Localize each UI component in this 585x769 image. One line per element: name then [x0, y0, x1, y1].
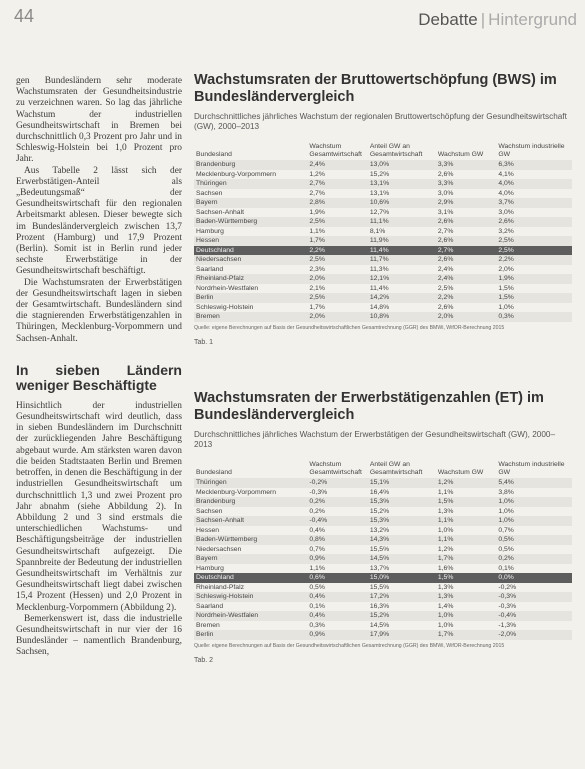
value-cell: 2,2% — [309, 246, 325, 254]
table-row — [194, 583, 572, 593]
value-cell: 0,6% — [309, 574, 325, 581]
row-label-cell: Sachsen-Anhalt — [196, 208, 244, 216]
value-cell: 4,0% — [498, 189, 514, 197]
table-row — [194, 545, 572, 555]
value-cell: 15,5% — [369, 583, 390, 591]
value-cell: -0,2% — [309, 479, 328, 486]
value-cell: 1,5% — [498, 294, 514, 301]
table-row — [194, 303, 572, 313]
section-subtitle: Hintergrund — [488, 10, 577, 29]
table-2 — [194, 460, 572, 640]
table-row — [194, 516, 572, 526]
value-cell: 12,1% — [369, 275, 390, 282]
value-cell: -0,4% — [498, 612, 517, 619]
table-2-block — [194, 390, 572, 664]
value-cell: 0,4% — [309, 612, 325, 619]
value-cell: 6,3% — [498, 161, 514, 168]
value-cell: 0,2% — [498, 555, 514, 562]
column-header: Wachstum industrielle GW — [498, 461, 565, 476]
value-cell: 2,7% — [309, 189, 325, 197]
table-row — [194, 208, 572, 218]
row-label-cell: Hessen — [196, 526, 220, 534]
column-header: Anteil GW an Gesamtwirtschaft — [369, 143, 423, 158]
value-cell: 3,0% — [437, 189, 454, 197]
value-cell: 17,2% — [369, 593, 390, 600]
table-row — [194, 535, 572, 545]
value-cell: 15,3% — [369, 517, 390, 524]
row-label-cell: Sachsen — [196, 507, 223, 515]
table-1-title: Wachstumsraten der Bruttowertschöpfung (BWS) im Bundesländervergleich — [194, 72, 557, 105]
table-row — [194, 526, 572, 536]
value-cell: 2,6% — [437, 303, 454, 311]
value-cell: 2,2% — [437, 294, 454, 301]
value-cell: 5,4% — [498, 479, 514, 486]
value-cell: 2,6% — [437, 218, 454, 225]
value-cell: 11,1% — [369, 218, 389, 225]
row-label-cell: Sachsen — [196, 189, 223, 197]
value-cell: 1,0% — [437, 612, 454, 619]
value-cell: 0,0% — [498, 574, 514, 581]
value-cell: 13,1% — [369, 180, 390, 187]
row-label-cell: Bremen — [196, 621, 220, 629]
value-cell: 1,0% — [437, 621, 454, 629]
table-1-block — [194, 72, 572, 346]
value-cell: 0,5% — [309, 583, 325, 591]
table-row — [194, 236, 572, 246]
value-cell: 3,8% — [498, 488, 514, 496]
value-cell: 1,1% — [437, 517, 454, 524]
row-label-cell: Baden-Württemberg — [196, 218, 258, 225]
value-cell: 2,0% — [309, 313, 325, 320]
value-cell: 8,1% — [369, 227, 386, 235]
value-cell: 15,3% — [369, 498, 390, 505]
table-row — [194, 478, 572, 488]
value-cell: 12,7% — [369, 208, 390, 216]
table-row — [194, 179, 572, 189]
value-cell: 1,5% — [437, 574, 454, 581]
value-cell: 1,3% — [437, 593, 454, 600]
value-cell: 2,5% — [498, 246, 514, 254]
row-label-cell: Niedersachsen — [196, 256, 242, 263]
value-cell: -0,3% — [498, 602, 517, 610]
value-cell: 0,3% — [498, 313, 514, 320]
value-cell: 1,7% — [437, 631, 454, 638]
row-label-cell: Berlin — [196, 631, 214, 638]
table-row — [194, 198, 572, 208]
value-cell: 0,3% — [309, 621, 325, 629]
value-cell: 3,3% — [437, 161, 454, 168]
row-label-cell: Mecklenburg-Vorpommern — [196, 170, 277, 178]
value-cell: 15,0% — [369, 574, 390, 581]
value-cell: 0,2% — [309, 507, 325, 515]
table-row — [194, 573, 572, 583]
row-label-cell: Rheinland-Pfalz — [196, 583, 244, 591]
table-row — [194, 497, 572, 507]
value-cell: 3,3% — [437, 180, 454, 187]
value-cell: -0,2% — [498, 583, 517, 591]
table-row — [194, 602, 572, 612]
table-row — [194, 255, 572, 265]
value-cell: 14,3% — [369, 536, 390, 543]
paragraph: Aus Tabelle 2 lässt sich der Erwerbstätigen-Anteil als „Bedeutungsmaß“ der Gesundheitswirtschaft für den regionalen Arbeitsmarkt ablesen. Dieser bewegte sich im Bundesländervergleich zwischen 13,7 Prozent (Hamburg) und 17,9 Prozent (Berlin). Somit ist in Berlin rund jeder sechste Erwerbstätige in der Gesundheitswirtschaft beschäftigt. — [16, 165, 182, 277]
column-header: Wachstum GW — [437, 151, 484, 158]
row-label-cell: Brandenburg — [196, 161, 236, 168]
value-cell: 2,0% — [309, 275, 325, 282]
section-header — [418, 10, 577, 30]
table-1-source-note: Quelle: eigene Berechnungen auf Basis der Gesundheitswirtschaftlichen Gesamtrechnung (GGR) des BMWi, WifOR-Berechnung 2015 — [194, 324, 505, 331]
table-row — [194, 217, 572, 227]
row-label-cell: Saarland — [196, 265, 224, 273]
value-cell: 2,9% — [437, 199, 454, 206]
row-label-cell: Brandenburg — [196, 498, 236, 505]
value-cell: 1,0% — [498, 517, 514, 524]
value-cell: 2,4% — [437, 265, 454, 273]
row-label-cell: Deutschland — [196, 246, 234, 254]
value-cell: 4,1% — [498, 170, 514, 178]
section-title: Debatte — [418, 10, 478, 29]
row-label-cell: Rheinland-Pfalz — [196, 275, 244, 282]
table-2-source-note: Quelle: eigene Berechnungen auf Basis der Gesundheitswirtschaftlichen Gesamtrechnung (GGR) des BMWi, WifOR-Berechnung 2015 — [194, 642, 505, 649]
value-cell: 1,1% — [309, 227, 325, 235]
paragraph: Die Wachstumsraten der Erwerbstätigen der Gesundheitswirtschaft lagen in sieben der Gesamtwirtschaft. Bundesländern sind die stagnierenden Erwerbstätigenzahlen in Thüringen, Mecklenburg-Vorpommern und Sachsen-Anhalt. — [16, 277, 182, 344]
table-1 — [194, 142, 572, 322]
row-label-cell: Berlin — [196, 294, 214, 301]
value-cell: 16,3% — [369, 602, 390, 610]
value-cell: 4,0% — [498, 180, 514, 187]
value-cell: 1,0% — [498, 498, 514, 505]
paragraph: Bemerkenswert ist, dass die industrielle Gesundheitswirtschaft in nur vier der 16 Bundesländer – namentlich Brandenburg, Sachsen, — [16, 613, 182, 658]
value-cell: 0,4% — [309, 593, 325, 600]
table-row — [194, 564, 572, 574]
value-cell: 1,3% — [437, 507, 454, 515]
column-header: Wachstum Gesamtwirtschaft — [309, 143, 362, 158]
row-label-cell: Baden-Württemberg — [196, 536, 258, 543]
table-2-title: Wachstumsraten der Erwerbstätigenzahlen (ET) im Bundesländervergleich — [194, 390, 544, 423]
value-cell: 2,5% — [309, 294, 325, 301]
row-label-cell: Mecklenburg-Vorpommern — [196, 488, 277, 496]
value-cell: 2,8% — [309, 199, 325, 206]
column-header: Bundesland — [196, 151, 232, 158]
table-row — [194, 246, 572, 256]
value-cell: 3,1% — [437, 208, 454, 216]
table-row — [194, 227, 572, 237]
value-cell: 2,5% — [498, 237, 514, 244]
table-2-subtitle: Durchschnittliches jährliches Wachstum der Erwerbstätigen der Gesundheitswirtschaft (GW), 2000–2013 — [194, 430, 556, 449]
table-row — [194, 265, 572, 275]
value-cell: 2,5% — [309, 218, 325, 225]
value-cell: 1,7% — [437, 555, 454, 562]
value-cell: 1,6% — [437, 564, 454, 572]
value-cell: 2,2% — [498, 256, 514, 263]
value-cell: 1,5% — [498, 284, 514, 292]
value-cell: 2,5% — [309, 256, 325, 263]
value-cell: 1,2% — [437, 479, 454, 486]
value-cell: 11,3% — [369, 265, 389, 273]
value-cell: 15,2% — [369, 507, 390, 515]
value-cell: 1,9% — [498, 275, 514, 282]
value-cell: 14,8% — [369, 303, 390, 311]
row-label-cell: Deutschland — [196, 574, 234, 581]
row-label-cell: Hamburg — [196, 564, 224, 572]
row-label-cell: Nordrhein-Westfalen — [196, 612, 259, 619]
row-label-cell: Nordrhein-Westfalen — [196, 284, 259, 292]
table-row — [194, 507, 572, 517]
value-cell: -0,4% — [309, 517, 328, 524]
table-row — [194, 554, 572, 564]
value-cell: 14,2% — [369, 294, 390, 301]
value-cell: 2,4% — [309, 161, 325, 168]
row-label-cell: Sachsen-Anhalt — [196, 517, 244, 524]
value-cell: 1,1% — [437, 488, 454, 496]
value-cell: 0,7% — [309, 545, 325, 553]
value-cell: 1,0% — [437, 526, 454, 534]
column-header: Wachstum industrielle GW — [498, 143, 565, 158]
row-label-cell: Hamburg — [196, 227, 224, 235]
value-cell: 15,1% — [369, 479, 390, 486]
column-header: Anteil GW an Gesamtwirtschaft — [369, 461, 423, 476]
table-header-row — [194, 460, 572, 478]
table-row — [194, 630, 572, 640]
row-label-cell: Schleswig-Holstein — [196, 593, 254, 600]
value-cell: 2,4% — [437, 275, 454, 282]
table-row — [194, 189, 572, 199]
table-1-subtitle: Durchschnittliches jährliches Wachstum der regionalen Bruttowertschöpfung der Gesundheitswirtschaft (GW), 2000–2013 — [194, 112, 567, 131]
row-label-cell: Thüringen — [196, 479, 227, 486]
left-text-column — [16, 76, 182, 659]
value-cell: 15,2% — [369, 612, 390, 619]
value-cell: 0,9% — [309, 631, 325, 638]
value-cell: 0,1% — [498, 564, 514, 572]
column-header: Wachstum Gesamtwirtschaft — [309, 461, 362, 476]
value-cell: 11,9% — [369, 237, 389, 244]
table-2-label: Tab. 2 — [194, 656, 214, 664]
table-row — [194, 284, 572, 294]
value-cell: 3,7% — [498, 199, 514, 206]
row-label-cell: Niedersachsen — [196, 545, 242, 553]
value-cell: 1,7% — [309, 237, 325, 244]
paragraph: gen Bundesländern sehr moderate Wachstumsraten der Gesundheitsindustrie zu verzeichnen waren. So lag das jährliche Wachstum der industriellen Gesundheitswirtschaft in Bremen bei durchschnittlich 0,3 Prozent pro Jahr und in Schleswig-Holstein bei 1,0 Prozent pro Jahr. — [16, 76, 182, 165]
table-header-row — [194, 142, 572, 160]
value-cell: 2,6% — [437, 256, 454, 263]
value-cell: 14,5% — [369, 621, 390, 629]
value-cell: 13,7% — [369, 564, 390, 572]
value-cell: 2,6% — [498, 218, 514, 225]
value-cell: 13,2% — [369, 526, 390, 534]
table-row — [194, 274, 572, 284]
table-row — [194, 170, 572, 180]
value-cell: 1,4% — [437, 602, 454, 610]
value-cell: 3,0% — [498, 208, 514, 216]
value-cell: 16,4% — [369, 488, 390, 496]
value-cell: 11,7% — [369, 256, 389, 263]
table-row — [194, 488, 572, 498]
value-cell: 2,3% — [309, 265, 325, 273]
column-header: Bundesland — [196, 469, 232, 476]
table-row — [194, 312, 572, 322]
value-cell: 2,0% — [498, 265, 514, 273]
value-cell: 2,6% — [437, 237, 454, 244]
value-cell: 2,7% — [437, 227, 454, 235]
paragraph: Hinsichtlich der industriellen Gesundheitswirtschaft wird deutlich, dass in sieben Bundesländern im Durchschnitt der zurückliegenden Jahre Beschäftigung abgebaut wurde. Am stärksten waren davon die beiden Stadtstaaten Berlin und Bremen betroffen, in denen die Beschäftigung in der industriellen Gesundheitswirtschaft um durchschnittlich 1,3 und zwei Prozent pro Jahr abnahm (siehe Abbildung 2). In Abbildung 2 und 3 sind erstmals die unterschiedlichen Wachstums- und Beschäftigungsbeiträge der industriellen Gesundheitswirtschaft aufgezeigt. Die Spannbreite der Bedeutung der industriellen Gesundheitswirtschaft im Verhältnis zur Gesundheitswirtschaft liegt dabei zwischen 15,4 Prozent (Hessen) und 2,0 Prozent in Mecklenburg-Vorpommern (Abbildung 2). — [16, 400, 182, 613]
page-number: 44 — [14, 6, 35, 26]
value-cell: 1,0% — [498, 507, 514, 515]
table-row — [194, 621, 572, 631]
table-row — [194, 293, 572, 303]
value-cell: 1,1% — [437, 536, 454, 543]
value-cell: 0,2% — [309, 498, 325, 505]
value-cell: 13,0% — [369, 161, 390, 168]
value-cell: 0,5% — [498, 545, 514, 553]
value-cell: 1,1% — [309, 564, 325, 572]
table-row — [194, 592, 572, 602]
value-cell: 2,6% — [437, 170, 454, 178]
value-cell: 0,5% — [498, 536, 514, 543]
section-heading: In sieben Ländern weniger Beschäftigte — [16, 361, 182, 393]
value-cell: 1,7% — [309, 303, 325, 311]
row-label-cell: Bremen — [196, 313, 220, 320]
row-label-cell: Hessen — [196, 237, 220, 244]
row-label-cell: Thüringen — [196, 180, 227, 187]
value-cell: 10,8% — [369, 313, 390, 320]
value-cell: 14,5% — [369, 555, 390, 562]
row-label-cell: Saarland — [196, 602, 224, 610]
value-cell: 13,1% — [369, 189, 390, 197]
value-cell: -2,0% — [498, 631, 517, 638]
value-cell: 2,7% — [309, 180, 325, 187]
row-label-cell: Bayern — [196, 555, 218, 562]
value-cell: 0,4% — [309, 526, 325, 534]
column-header: Wachstum GW — [437, 469, 484, 476]
value-cell: 3,2% — [498, 227, 514, 235]
value-cell: 17,9% — [369, 631, 390, 638]
value-cell: 2,5% — [437, 284, 454, 292]
table-row — [194, 160, 572, 170]
value-cell: -0,3% — [498, 593, 517, 600]
value-cell: 0,8% — [309, 536, 325, 543]
row-label-cell: Bayern — [196, 199, 218, 206]
value-cell: 0,9% — [309, 555, 325, 562]
value-cell: 1,5% — [437, 498, 454, 505]
value-cell: 1,2% — [309, 170, 325, 178]
value-cell: -1,3% — [498, 621, 517, 629]
table-1-label: Tab. 1 — [194, 338, 214, 346]
row-label-cell: Schleswig-Holstein — [196, 303, 254, 311]
value-cell: 0,1% — [309, 602, 325, 610]
value-cell: 2,1% — [309, 284, 325, 292]
value-cell: 15,2% — [369, 170, 390, 178]
value-cell: 15,5% — [369, 545, 390, 553]
value-cell: 10,6% — [369, 199, 390, 206]
table-row — [194, 611, 572, 621]
value-cell: 11,4% — [369, 246, 389, 254]
value-cell: 0,7% — [498, 526, 514, 534]
value-cell: -0,3% — [309, 488, 328, 496]
value-cell: 2,7% — [437, 246, 454, 254]
value-cell: 2,0% — [437, 313, 454, 320]
value-cell: 1,0% — [498, 303, 514, 311]
value-cell: 1,9% — [309, 208, 325, 216]
value-cell: 1,3% — [437, 583, 454, 591]
value-cell: 11,4% — [369, 284, 389, 292]
header-separator: | — [480, 10, 486, 29]
value-cell: 1,2% — [437, 545, 454, 553]
